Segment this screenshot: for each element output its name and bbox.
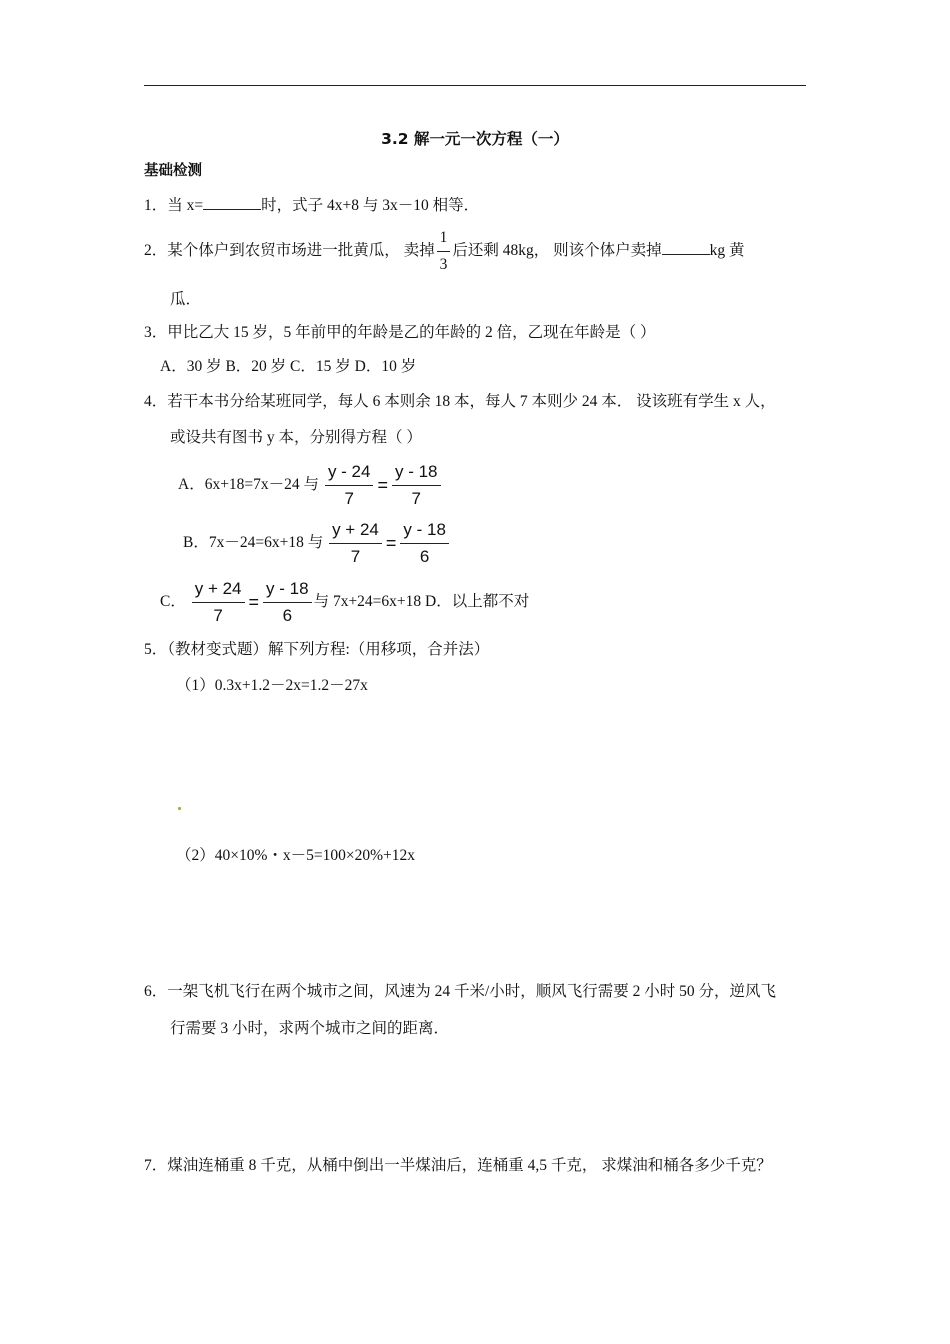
q4-option-b: [183, 518, 451, 568]
q4a-rden: 7: [411, 488, 421, 508]
q2-part3: kg 黄: [709, 242, 745, 260]
question-7: 7．煤油连桶重 8 千克，从桶中倒出一半煤油后，连桶重 4,5 千克， 求煤油和桶各多少千克？: [144, 1157, 772, 1174]
q4c-left-fraction: [192, 578, 245, 627]
q2-answer-blank[interactable]: [662, 239, 710, 255]
q4c-rnum: y - 18: [263, 578, 312, 603]
q4c-lnum: y + 24: [192, 578, 245, 603]
q4-option-c: [160, 577, 529, 627]
q4a-lnum: y - 24: [325, 461, 374, 486]
q2-fraction: [437, 227, 451, 276]
q4b-rnum: y - 18: [400, 519, 449, 544]
question-3-stem: 3．甲比乙大 15 岁，5 年前甲的年龄是乙的年龄的 2 倍，乙现在年龄是（ ）: [144, 324, 656, 341]
q4a-label: A．6x+18=7x－24 与: [178, 476, 320, 493]
q2-part1: 2．某个体户到农贸市场进一批黄瓜， 卖掉: [144, 242, 435, 260]
section-heading: 基础检测: [144, 163, 202, 179]
question-5-part-2: （2）40×10%・x－5=100×20%+12x: [176, 847, 416, 864]
question-4-line2: 或设共有图书 y 本，分别得方程（ ）: [170, 429, 422, 446]
question-1: [144, 194, 479, 216]
q2-frac-den: 3: [439, 256, 448, 273]
question-5-part-1: （1）0.3x+1.2－2x=1.2－27x: [176, 677, 368, 694]
q4b-left-fraction: [329, 519, 382, 568]
q1-suffix: 时，式子 4x+8 与 3x－10 相等．: [261, 197, 480, 214]
q4-option-a: [178, 460, 443, 510]
q4a-left-fraction: [325, 461, 374, 510]
q4a-right-fraction: [392, 461, 441, 510]
q4b-equals: =: [385, 533, 397, 554]
q4b-rden: 6: [419, 546, 430, 566]
q4b-right-fraction: [400, 519, 449, 568]
q2-part2: 后还剩 48kg， 则该个体户卖掉: [452, 242, 662, 260]
q4c-suffix: 与 7x+24=6x+18 D．以上都不对: [313, 593, 530, 610]
q4c-rden: 6: [282, 605, 293, 625]
margin-mark: [178, 807, 181, 810]
q4c-equals: =: [248, 592, 260, 613]
q4b-lden: 7: [350, 546, 361, 566]
question-3-options: A．30 岁 B．20 岁 C．15 岁 D．10 岁: [160, 358, 417, 375]
q1-answer-blank[interactable]: [203, 194, 261, 210]
page-title: 3.2 解一元一次方程（一）: [381, 130, 569, 148]
q4b-label: B．7x－24=6x+18 与: [183, 534, 324, 551]
q4a-lden: 7: [344, 488, 354, 508]
question-2: [144, 227, 745, 276]
q2-frac-num: 1: [437, 227, 451, 252]
q4c-label: C．: [160, 593, 186, 610]
q1-prefix: 1．当 x=: [144, 197, 204, 214]
q4c-lden: 7: [213, 605, 223, 625]
question-4-line1: 4．若干本书分给某班同学，每人 6 本则余 18 本，每人 7 本则少 24 本． 设该班有学生 x 人，: [144, 393, 776, 410]
q2-line2: 瓜．: [170, 291, 202, 308]
q4c-right-fraction: [263, 578, 312, 627]
question-6-line1: 6．一架飞机飞行在两个城市之间，风速为 24 千米/小时，顺风飞行需要 2 小时 50 分，逆风飞: [144, 983, 777, 1000]
question-6-line2: 行需要 3 小时，求两个城市之间的距离．: [170, 1020, 450, 1037]
q4a-equals: =: [377, 475, 388, 496]
q4b-lnum: y + 24: [329, 519, 382, 544]
question-5-stem: 5．（教材变式题）解下列方程:（用移项，合并法）: [144, 641, 490, 658]
header-rule: [144, 85, 806, 86]
q4a-rnum: y - 18: [392, 461, 441, 486]
